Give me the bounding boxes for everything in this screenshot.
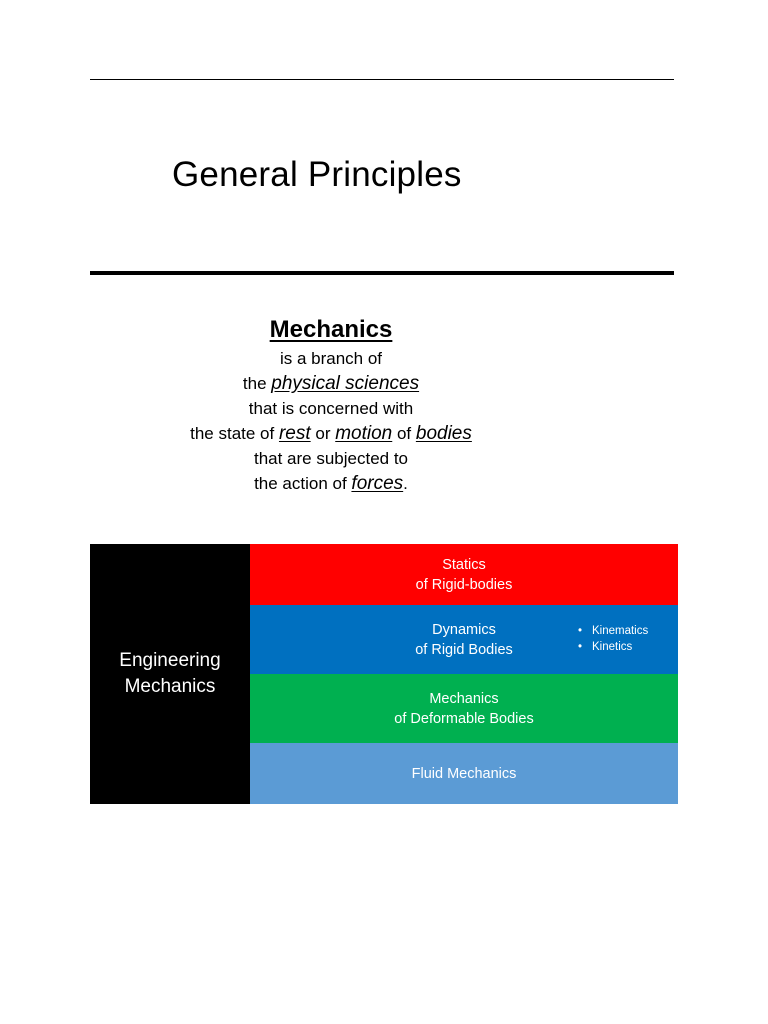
deformable-bodies-branch [250,674,678,743]
emphasis-physical-sciences: physical sciences [271,373,420,394]
engineering-mechanics-block [90,544,250,804]
bullet-icon: • [578,625,583,637]
dynamics-branch [250,605,678,674]
definition-line-6 [100,471,562,496]
definition-line-4-text-a: the state of [190,424,279,443]
definition-line-2 [100,371,562,396]
subtopic-kinetics: Kinetics [592,641,633,653]
fluid-mechanics-branch [250,743,678,804]
emphasis-bodies: bodies [415,423,472,444]
engineering-mechanics-label-line-2: Mechanics [124,676,216,697]
definition-line-2-text: the [242,374,272,393]
definition-line-6-text: the action of [254,474,352,493]
definition-line-4-text-b: or [310,424,336,443]
definition-line-4-text-c: of [392,424,416,443]
definition-line-3: that is concerned with [248,399,414,418]
deformable-subtitle: of Deformable Bodies [394,710,534,727]
engineering-mechanics-label-line-1: Engineering [119,650,221,671]
statics-branch [250,544,678,605]
statics-title: Statics [442,556,486,573]
definition-line-5: that are subjected to [253,449,409,468]
dynamics-subtopics [578,623,648,655]
engineering-mechanics-label [95,648,245,700]
subtopic-kinematics: Kinematics [592,625,649,637]
mechanics-definition [100,314,562,496]
list-item [578,623,648,639]
fluid-mechanics-title: Fluid Mechanics [411,765,517,782]
title-underline-rule [90,271,674,275]
dynamics-title: Dynamics [432,621,496,638]
top-rule [90,79,674,80]
definition-line-6-period: . [403,474,408,493]
definition-line-1: is a branch of [279,349,383,368]
bullet-icon: • [578,641,583,653]
list-item [578,639,648,655]
dynamics-subtitle: of Rigid Bodies [415,641,513,658]
emphasis-forces: forces [351,473,404,494]
emphasis-motion: motion [335,423,393,444]
deformable-title: Mechanics [429,690,499,707]
definition-line-4 [100,421,562,446]
engineering-mechanics-diagram [90,544,678,804]
statics-subtitle: of Rigid-bodies [415,576,513,593]
page-title: General Principles [172,155,462,194]
emphasis-rest: rest [278,423,311,444]
definition-heading: Mechanics [269,316,393,343]
